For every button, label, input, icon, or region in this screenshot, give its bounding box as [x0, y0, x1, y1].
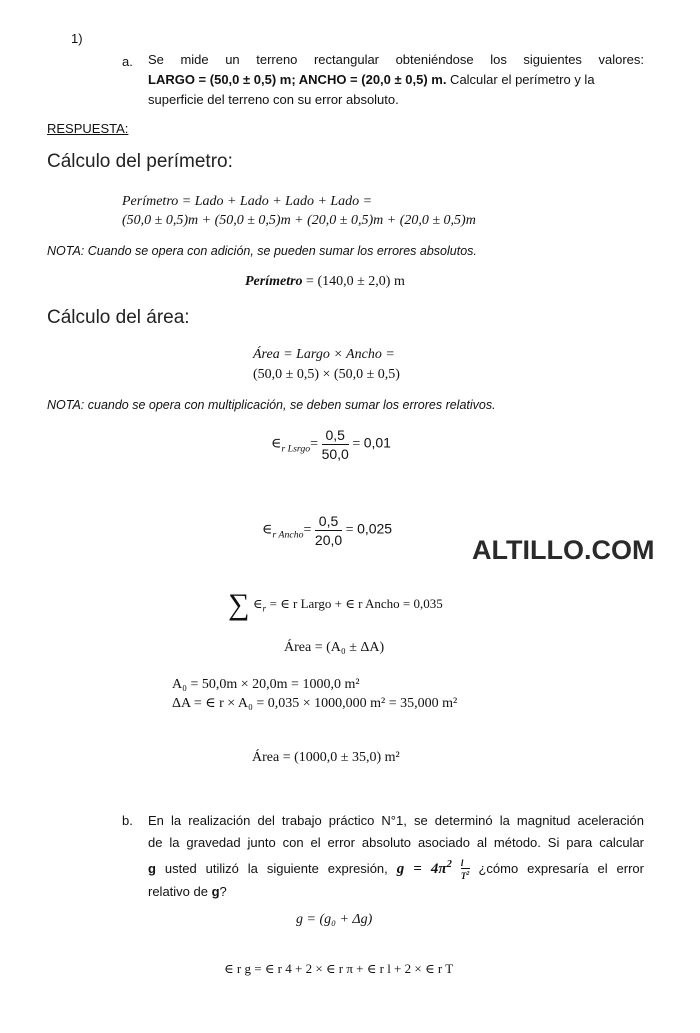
sigma-icon: ∑ — [228, 588, 250, 621]
epsilon-symbol: ∈ — [262, 522, 273, 538]
part-b-letter: b. — [122, 813, 133, 828]
perimetro-eq-line1: Perímetro = Lado + Lado + Lado + Lado = — [122, 194, 373, 209]
perimetro-eq-line2: (50,0 ± 0,5)m + (50,0 ± 0,5)m + (20,0 ± 0,5)m + (20,0 ± 0,5)m — [122, 213, 476, 228]
er-ancho-fraction — [315, 512, 342, 549]
part-a-letter: a. — [122, 54, 133, 69]
er-g-eq: ∈ r g = ∈ r 4 + 2 × ∈ r π + ∈ r l + 2 × ∈ r T — [224, 961, 454, 976]
perimetro-result-lhs: Perímetro — [245, 274, 303, 289]
er-largo-num: 0,5 — [322, 426, 349, 445]
part-b-line4 — [148, 881, 644, 903]
epsilon-symbol: ∈ — [271, 436, 282, 452]
part-b-line4-pre: relativo de — [148, 884, 212, 900]
er-ancho-sub: r Ancho — [272, 529, 304, 541]
part-b-line3-post: ¿cómo expresaría el error — [469, 861, 644, 876]
area-nota: NOTA: cuando se opera con multiplicación, se deben sumar los errores relativos. — [47, 398, 496, 412]
er-largo-fraction — [322, 426, 349, 463]
altillo-watermark: ALTILLO.COM — [472, 535, 655, 565]
g-symbol-2: g — [211, 884, 220, 900]
perimetro-result-rhs: = (140,0 ± 2,0) m — [302, 274, 405, 289]
g-symbol: g — [148, 861, 156, 876]
a0-line: A₀ = 50,0m × 20,0m = 1000,0 m² — [172, 677, 360, 692]
delta-line: ΔA = ∈ r × A₀ = 0,035 × 1000,000 m² = 35,000 m² — [172, 696, 458, 711]
area-result: Área = (1000,0 ± 35,0) m² — [252, 750, 400, 765]
part-a-line1: Se mide un terreno rectangular obteniéndose los siguientes valores: — [148, 52, 644, 67]
area-eq-line1: Área = Largo × Ancho = — [253, 347, 395, 362]
er-largo-den: 50,0 — [321, 446, 349, 462]
er-ancho-num: 0,5 — [315, 512, 342, 531]
perimetro-heading: Cálculo del perímetro: — [47, 151, 233, 172]
area-def: Área = (A₀ ± ΔA) — [284, 640, 385, 655]
er-ancho-result: 0,025 — [357, 520, 393, 537]
part-b-statement — [148, 810, 644, 903]
er-largo-sub: r Lsrgo — [281, 443, 311, 455]
area-heading: Cálculo del área: — [47, 307, 190, 328]
er-ancho-den: 20,0 — [314, 532, 343, 548]
respuesta-label: RESPUESTA: — [47, 121, 129, 136]
part-a-line3: superficie del terreno con su error absoluto. — [148, 92, 399, 107]
part-b-line3-pre: usted utilizó la siguiente expresión, — [155, 861, 397, 876]
problem-number: 1) — [71, 31, 83, 46]
part-b-line2: de la gravedad junto con el error absoluto asociado al método. Si para calcular — [148, 835, 644, 850]
perimetro-result — [245, 274, 405, 290]
sum-eq: = ∈ r Largo + ∈ r Ancho = 0,035 — [269, 596, 443, 611]
sum-relative-errors: ∑ $\in_r$ = ∈ r Largo + ∈ r Ancho = 0,035 — [228, 588, 443, 621]
er-largo-eq: $\in_{r Lsrgo}=$ $\frac{0,5}{50,0}$ = 0,01 — [271, 427, 391, 462]
part-a-statement — [148, 50, 644, 110]
er-ancho-eq: $\in_{r Ancho}=$ $\frac{0,5}{20,0}$ = 0,025 — [262, 513, 393, 548]
perimetro-nota: NOTA: Cuando se opera con adición, se pueden sumar los errores absolutos. — [47, 244, 477, 258]
part-b-line4-post: ? — [219, 884, 227, 900]
area-eq-line2: (50,0 ± 0,5) × (50,0 ± 0,5) — [253, 367, 400, 382]
given-values: LARGO = (50,0 ± 0,5) m; ANCHO = (20,0 ± 0,5) m. — [148, 72, 447, 87]
part-b-line1: En la realización del trabajo práctico N°1, se determinó la magnitud aceleración — [148, 813, 644, 828]
er-largo-result: 0,01 — [363, 434, 391, 451]
part-b-line3 — [148, 854, 644, 881]
g-eq: g = (g₀ + Δg) — [296, 912, 373, 927]
g-formula: $g = 4\pi^2$ $\frac{l}{T^2}$ — [396, 858, 470, 882]
part-a-line2-rest: Calcular el perímetro y la — [446, 72, 595, 87]
part-a-line2 — [148, 70, 644, 90]
